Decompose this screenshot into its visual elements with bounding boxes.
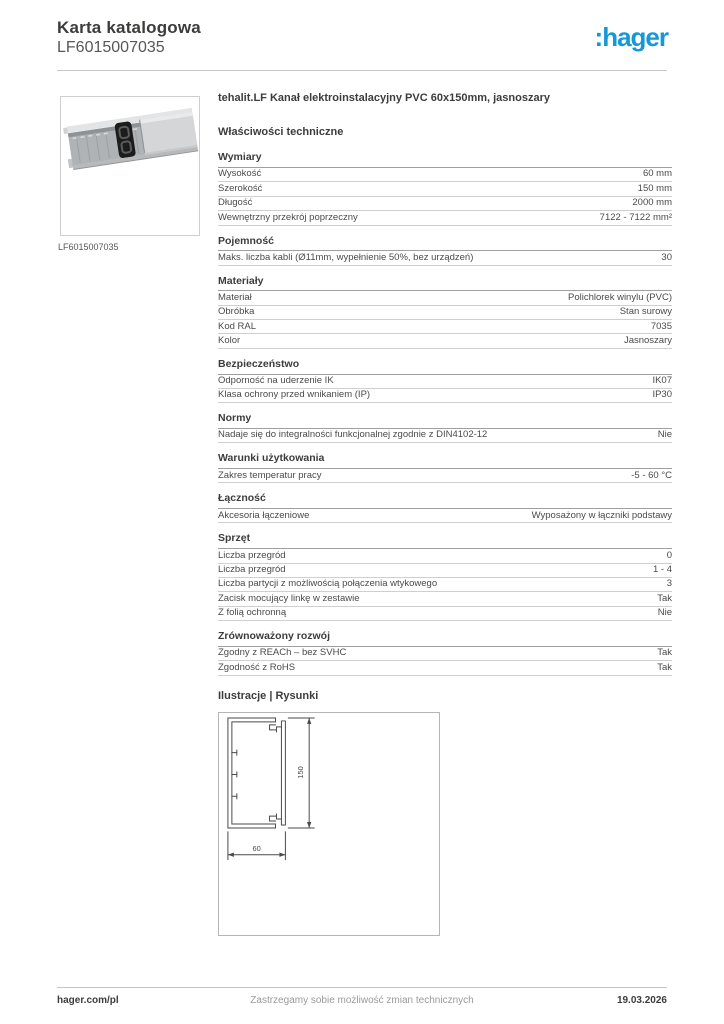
- property-value: 0: [666, 549, 672, 561]
- property-row: [218, 578, 672, 592]
- property-row: [218, 469, 672, 483]
- section-title: Wymiary: [218, 151, 672, 168]
- sections: [218, 151, 672, 676]
- section-title: Pojemność: [218, 235, 672, 252]
- property-label: Odporność na uderzenie IK: [218, 375, 334, 386]
- section-title: Łączność: [218, 492, 672, 509]
- property-value: -5 - 60 °C: [631, 469, 672, 481]
- section-title: Materiały: [218, 275, 672, 292]
- property-row: [218, 389, 672, 403]
- property-section: [218, 630, 672, 675]
- property-value: 7035: [650, 320, 672, 332]
- property-label: Nadaje się do integralności funkcjonalnej zgodnie z DIN4102-12: [218, 429, 488, 441]
- property-label: Wysokość: [218, 168, 262, 180]
- property-value: Tak: [657, 647, 672, 659]
- property-value: 150 mm: [637, 182, 672, 194]
- footer-divider: [57, 987, 667, 988]
- property-label: Liczba partycji z możliwością połączenia wtykowego: [218, 578, 438, 590]
- property-value: 1 - 4: [652, 564, 672, 575]
- section-title: Bezpieczeństwo: [218, 358, 672, 375]
- property-label: Kolor: [218, 334, 241, 346]
- property-label: Klasa ochrony przed wnikaniem (IP): [218, 389, 371, 401]
- product-photo-box: [60, 96, 200, 236]
- width-dimension-label: 60: [252, 843, 261, 853]
- cross-section-drawing: [219, 713, 439, 935]
- property-row: [218, 564, 672, 578]
- property-row: [218, 197, 672, 211]
- property-label: Długość: [218, 197, 253, 209]
- reference-number: LF6015007035: [57, 39, 165, 56]
- document-type-title: Karta katalogowa: [57, 18, 201, 37]
- property-row: [218, 306, 672, 320]
- section-title: Normy: [218, 412, 672, 429]
- property-value: Tak: [657, 661, 672, 673]
- property-value: Stan surowy: [619, 306, 672, 318]
- property-row: [218, 509, 672, 523]
- hager-logo: :hager: [594, 22, 668, 52]
- property-value: IK07: [652, 375, 672, 386]
- property-value: Wyposażony w łączniki podstawy: [531, 509, 672, 521]
- property-row: [218, 549, 672, 563]
- property-label: Liczba przegród: [218, 549, 286, 561]
- property-value: Jasnoszary: [623, 334, 672, 346]
- property-value: 30: [661, 251, 672, 263]
- property-value: 60 mm: [642, 168, 672, 180]
- property-row: [218, 661, 672, 675]
- section-title: Zrównoważony rozwój: [218, 630, 672, 647]
- property-value: Polichlorek winylu (PVC): [567, 291, 672, 303]
- property-value: Tak: [657, 592, 672, 604]
- property-row: [218, 334, 672, 348]
- property-value: 7122 - 7122 mm²: [599, 211, 672, 223]
- product-title: tehalit.LF Kanał elektroinstalacyjny PVC 60x150mm, jasnoszary: [218, 92, 550, 104]
- footer-website-link[interactable]: hager.com/pl: [57, 995, 119, 1006]
- property-section: [218, 532, 672, 621]
- property-row: [218, 429, 672, 443]
- property-value: IP30: [652, 389, 672, 401]
- property-row: [218, 211, 672, 225]
- property-label: Kod RAL: [218, 320, 257, 332]
- height-dimension-label: 150: [296, 765, 306, 779]
- property-value: 3: [666, 578, 672, 590]
- product-photo: [61, 97, 199, 235]
- property-value: Nie: [657, 429, 672, 441]
- property-label: Zacisk mocujący linkę w zestawie: [218, 592, 360, 604]
- property-row: [218, 592, 672, 606]
- property-label: Zgodny z REACh – bez SVHC: [218, 647, 347, 659]
- property-label: Zakres temperatur pracy: [218, 469, 322, 481]
- illustrations-heading: Ilustracje | Rysunki: [218, 689, 319, 702]
- content-column: [218, 92, 672, 936]
- property-label: Materiał: [218, 291, 252, 303]
- property-row: [218, 168, 672, 182]
- drawing-box: [218, 712, 440, 936]
- property-row: [218, 647, 672, 661]
- property-value: Nie: [657, 607, 672, 619]
- property-row: [218, 291, 672, 305]
- property-label: Z folią ochronną: [218, 607, 287, 619]
- property-label: Szerokość: [218, 182, 263, 194]
- product-photo-caption: LF6015007035: [58, 242, 119, 252]
- technical-properties-heading: Właściwości techniczne: [218, 126, 344, 139]
- footer: [57, 995, 667, 1011]
- property-label: Zgodność z RoHS: [218, 661, 296, 673]
- property-section: [218, 492, 672, 523]
- property-label: Akcesoria łączeniowe: [218, 509, 310, 521]
- property-section: [218, 358, 672, 403]
- property-label: Maks. liczba kabli (Ø11mm, wypełnienie 50%, bez urządzeń): [218, 251, 474, 263]
- property-section: [218, 452, 672, 483]
- section-title: Sprzęt: [218, 532, 672, 549]
- property-row: [218, 251, 672, 265]
- header-divider: [57, 70, 667, 71]
- footer-date: 19.03.2026: [616, 995, 667, 1006]
- property-row: [218, 375, 672, 389]
- property-row: [218, 320, 672, 334]
- property-section: [218, 412, 672, 443]
- property-section: [218, 275, 672, 349]
- section-title: Warunki użytkowania: [218, 452, 672, 469]
- footer-disclaimer: Zastrzegamy sobie możliwość zmian technicznych: [250, 995, 474, 1006]
- property-value: 2000 mm: [632, 197, 672, 209]
- property-label: Wewnętrzny przekrój poprzeczny: [218, 211, 358, 223]
- property-row: [218, 607, 672, 621]
- property-row: [218, 182, 672, 196]
- property-label: Liczba przegród: [218, 564, 286, 575]
- property-section: [218, 235, 672, 266]
- property-label: Obróbka: [218, 306, 255, 318]
- property-section: [218, 151, 672, 225]
